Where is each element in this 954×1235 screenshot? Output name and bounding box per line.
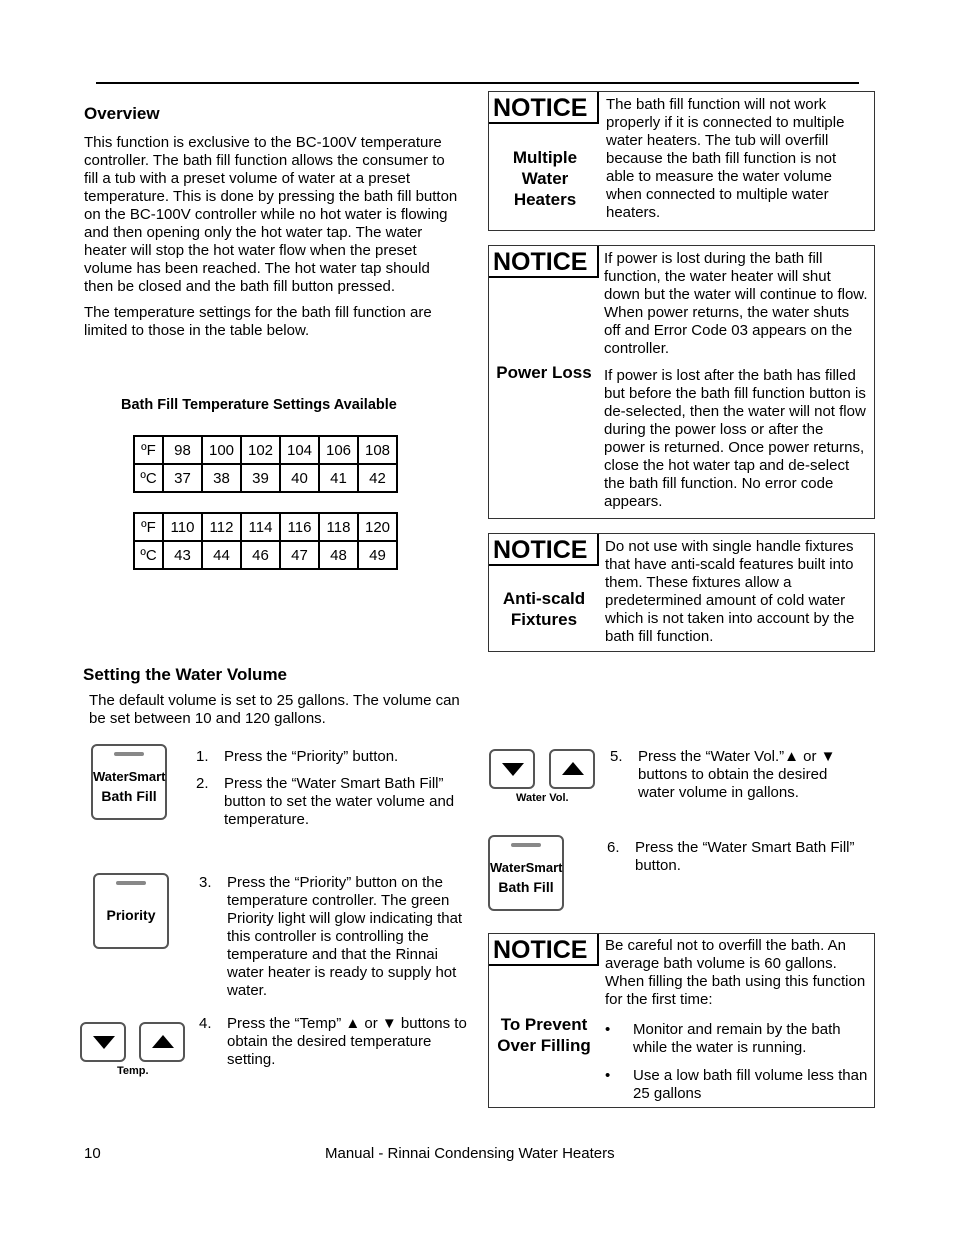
step-number: 1. <box>196 748 209 765</box>
table-cell: 49 <box>358 541 397 569</box>
water-vol-down-button[interactable] <box>489 749 535 789</box>
step-number: 3. <box>199 874 212 891</box>
notice-paragraph: If power is lost after the bath has filled but before the bath fill function button is de-selected, then the water will not flow during the power loss or after the power is returned. Once power returns, close the hot water tap and de-select the bath fill function. No error code appears. <box>604 367 866 510</box>
table-cell: 38 <box>202 464 241 492</box>
indicator-light <box>116 881 146 885</box>
indicator-light <box>114 752 144 756</box>
overview-paragraph-2: The temperature settings for the bath fill function are limited to those in the table below. <box>84 304 432 339</box>
table-cell: 37 <box>163 464 202 492</box>
notice-title: Power Loss <box>496 363 592 382</box>
table-cell: 100 <box>202 436 241 464</box>
table-cell: 43 <box>163 541 202 569</box>
step-text: Press the “Priority” button on the temperature controller. The green Priority light will glow indicating that this controller is controlling the temperature and that the Rinnai water heater is ready to supply hot water. <box>227 874 463 999</box>
table-cell: 114 <box>241 513 280 541</box>
step-number: 2. <box>196 775 209 792</box>
step-text: Press the “Temp” ▲ or ▼ buttons to obtain the desired temperature setting. <box>227 1015 467 1068</box>
table-cell: 110 <box>163 513 202 541</box>
notice-anti-scald <box>488 533 875 652</box>
overview-paragraph-1: This function is exclusive to the BC-100V temperature controller. The bath fill function allows the consumer to fill a tub with a preset volume of water at a preset temperature. This is done by pressing the bath fill button on the BC-100V controller while no hot water is flowing and then opening only the hot water tap. The water heater will stop the hot water flow when the preset volume has been reached. The hot water tap should then be closed and the bath fill button pressed. <box>84 134 458 295</box>
priority-button[interactable] <box>93 873 169 949</box>
unit-cell: ºF <box>134 436 163 464</box>
notice-paragraph: Do not use with single handle fixtures that have anti-scald features built into them. These fixtures allow a predetermined amount of cold water which is not taken into account by the bath fill function. <box>605 538 855 645</box>
unit-cell: ºC <box>134 464 163 492</box>
arrow-down-icon <box>93 1036 115 1049</box>
list-item: • Monitor and remain by the bath while the water is running. <box>605 1021 869 1057</box>
button-label-line2: Bath Fill <box>101 788 157 804</box>
table-cell: 116 <box>280 513 319 541</box>
notice-power-loss <box>488 245 875 519</box>
table-cell: 48 <box>319 541 358 569</box>
button-label-line2: Bath Fill <box>498 879 554 895</box>
table-cell: 47 <box>280 541 319 569</box>
step-text: Press the “Water Smart Bath Fill” button. <box>635 839 855 874</box>
table-cell: 98 <box>163 436 202 464</box>
button-label-line1: WaterSmart <box>490 860 563 875</box>
table-cell: 112 <box>202 513 241 541</box>
notice-text <box>604 250 868 511</box>
table-cell: 120 <box>358 513 397 541</box>
notice-text <box>605 538 869 646</box>
temperature-table-2 <box>133 512 398 570</box>
table-row <box>134 541 397 569</box>
button-label-line1: WaterSmart <box>93 769 166 784</box>
arrow-down-icon <box>502 763 524 776</box>
notice-badge: NOTICE <box>489 934 599 966</box>
temp-down-button[interactable] <box>80 1022 126 1062</box>
table-row <box>134 513 397 541</box>
table-caption: Bath Fill Temperature Settings Available <box>121 397 397 413</box>
water-vol-up-button[interactable] <box>549 749 595 789</box>
notice-title: Multiple Water Heaters <box>512 148 578 209</box>
list-item: • Use a low bath fill volume less than 25 gallons <box>605 1067 869 1103</box>
unit-cell: ºC <box>134 541 163 569</box>
notice-text <box>606 96 868 222</box>
temp-caption: Temp. <box>117 1065 149 1077</box>
button-label: Priority <box>106 907 156 923</box>
watersmart-bath-fill-button[interactable] <box>488 835 564 911</box>
step-text: Press the “Water Vol.”▲ or ▼ buttons to obtain the desired water volume in gallons. <box>638 748 836 801</box>
watersmart-bath-fill-button[interactable] <box>91 744 167 820</box>
table-cell: 106 <box>319 436 358 464</box>
notice-prevent-over-filling <box>488 933 875 1108</box>
table-row <box>134 464 397 492</box>
step-text: Press the “Water Smart Bath Fill” button to set the water volume and temperature. <box>224 775 455 828</box>
indicator-light <box>511 843 541 847</box>
notice-paragraph: Be careful not to overfill the bath. An average bath volume is 60 gallons. When filling the bath using this function for the first time: <box>605 937 866 1008</box>
temperature-table-1 <box>133 435 398 493</box>
table-row <box>134 436 397 464</box>
table-cell: 41 <box>319 464 358 492</box>
notice-paragraph: If power is lost during the bath fill function, the water heater will shut down but the water will continue to flow. When power returns, the water shuts off and Error Code 03 appears on the controller. <box>604 250 868 357</box>
table-cell: 108 <box>358 436 397 464</box>
volume-intro: The default volume is set to 25 gallons. The volume can be set between 10 and 120 gallons. <box>89 692 460 727</box>
step-number: 5. <box>610 748 623 765</box>
volume-heading: Setting the Water Volume <box>83 665 288 684</box>
table-cell: 46 <box>241 541 280 569</box>
arrow-up-icon <box>152 1035 174 1048</box>
notice-title: To Prevent Over Filling <box>497 1015 591 1055</box>
arrow-up-icon <box>562 762 584 775</box>
table-cell: 39 <box>241 464 280 492</box>
step-number: 4. <box>199 1015 212 1032</box>
notice-badge: NOTICE <box>489 246 599 278</box>
top-rule <box>96 82 859 84</box>
table-cell: 44 <box>202 541 241 569</box>
step-text: Press the “Priority” button. <box>224 748 399 765</box>
unit-cell: ºF <box>134 513 163 541</box>
step-number: 6. <box>607 839 620 856</box>
table-cell: 102 <box>241 436 280 464</box>
temp-up-button[interactable] <box>139 1022 185 1062</box>
table-cell: 40 <box>280 464 319 492</box>
table-cell: 118 <box>319 513 358 541</box>
notice-multiple-water-heaters <box>488 91 875 231</box>
notice-badge: NOTICE <box>489 92 599 124</box>
table-cell: 104 <box>280 436 319 464</box>
notice-text <box>605 937 869 1113</box>
footer-title: Manual - Rinnai Condensing Water Heaters <box>325 1145 615 1162</box>
water-vol-caption: Water Vol. <box>516 792 569 804</box>
overview-heading: Overview <box>84 104 160 123</box>
table-cell: 42 <box>358 464 397 492</box>
notice-paragraph: The bath fill function will not work properly if it is connected to multiple water heaters. The tub will overfill because the bath fill function is not able to measure the water volume when connected to multiple water heaters. <box>606 96 845 221</box>
notice-badge: NOTICE <box>489 534 599 566</box>
notice-title: Anti-scald Fixtures <box>502 589 586 629</box>
notice-bullet-list <box>605 1021 869 1103</box>
page-number: 10 <box>84 1145 101 1162</box>
